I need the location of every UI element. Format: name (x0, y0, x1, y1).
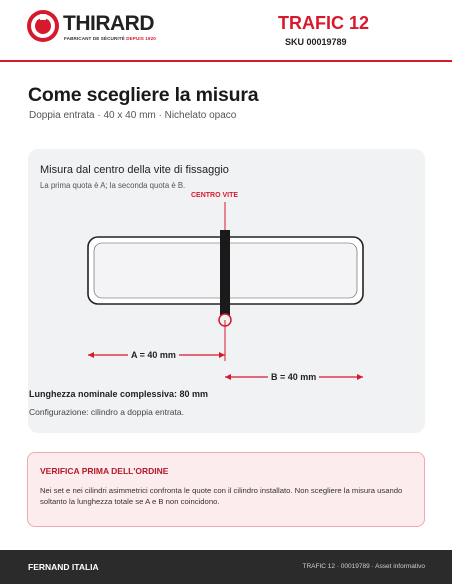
brand-tagline-accent: DEPUIS 1920 (126, 36, 156, 41)
footer-info: TRAFIC 12 · 00019789 · Asset informativo (302, 563, 425, 570)
measurement-panel (28, 149, 425, 433)
configuration: Configurazione: cilindro a doppia entrata. (29, 407, 184, 417)
b-dimension-label: B = 40 mm (268, 372, 319, 382)
brand-tagline (64, 36, 156, 41)
brand-tagline-main: FABRICANT DE SÉCURITÉ (64, 36, 125, 41)
product-sku: SKU 00019789 (285, 37, 347, 47)
order-check-alert (27, 452, 425, 527)
a-dimension-label: A = 40 mm (128, 350, 179, 360)
page-subtitle: Doppia entrata · 40 x 40 mm · Nichelato opaco (29, 110, 237, 121)
total-length: Lunghezza nominale complessiva: 80 mm (29, 389, 209, 399)
brand-logo (27, 10, 167, 46)
page-header (0, 0, 452, 62)
brand-emblem-icon (27, 10, 59, 42)
a-arrow-right (219, 352, 225, 358)
a-arrow-left (88, 352, 94, 358)
page-title: Come scegliere la misura (28, 84, 259, 106)
b-arrow-left (225, 374, 231, 380)
brand-name: THIRARD (63, 12, 154, 35)
page-footer (0, 550, 452, 584)
center-screw-label: CENTRO VITE (191, 192, 239, 199)
b-arrow-right (357, 374, 363, 380)
diagram-heading: Misura dal centro della vite di fissaggio (40, 164, 229, 176)
product-name: TRAFIC 12 (277, 13, 369, 33)
diagram-note: La prima quota è A; la seconda quota è B. (40, 181, 186, 190)
alert-body: Nei set e nei cilindri asimmetrici confronta le quote con il cilindro installato. Non scegliere la misura usando soltanto la lunghezza totale se A e B non coincidono. (40, 486, 403, 506)
footer-company: FERNAND ITALIA (28, 562, 99, 572)
screw-bar (220, 230, 230, 319)
alert-title: VERIFICA PRIMA DELL'ORDINE (40, 466, 169, 476)
